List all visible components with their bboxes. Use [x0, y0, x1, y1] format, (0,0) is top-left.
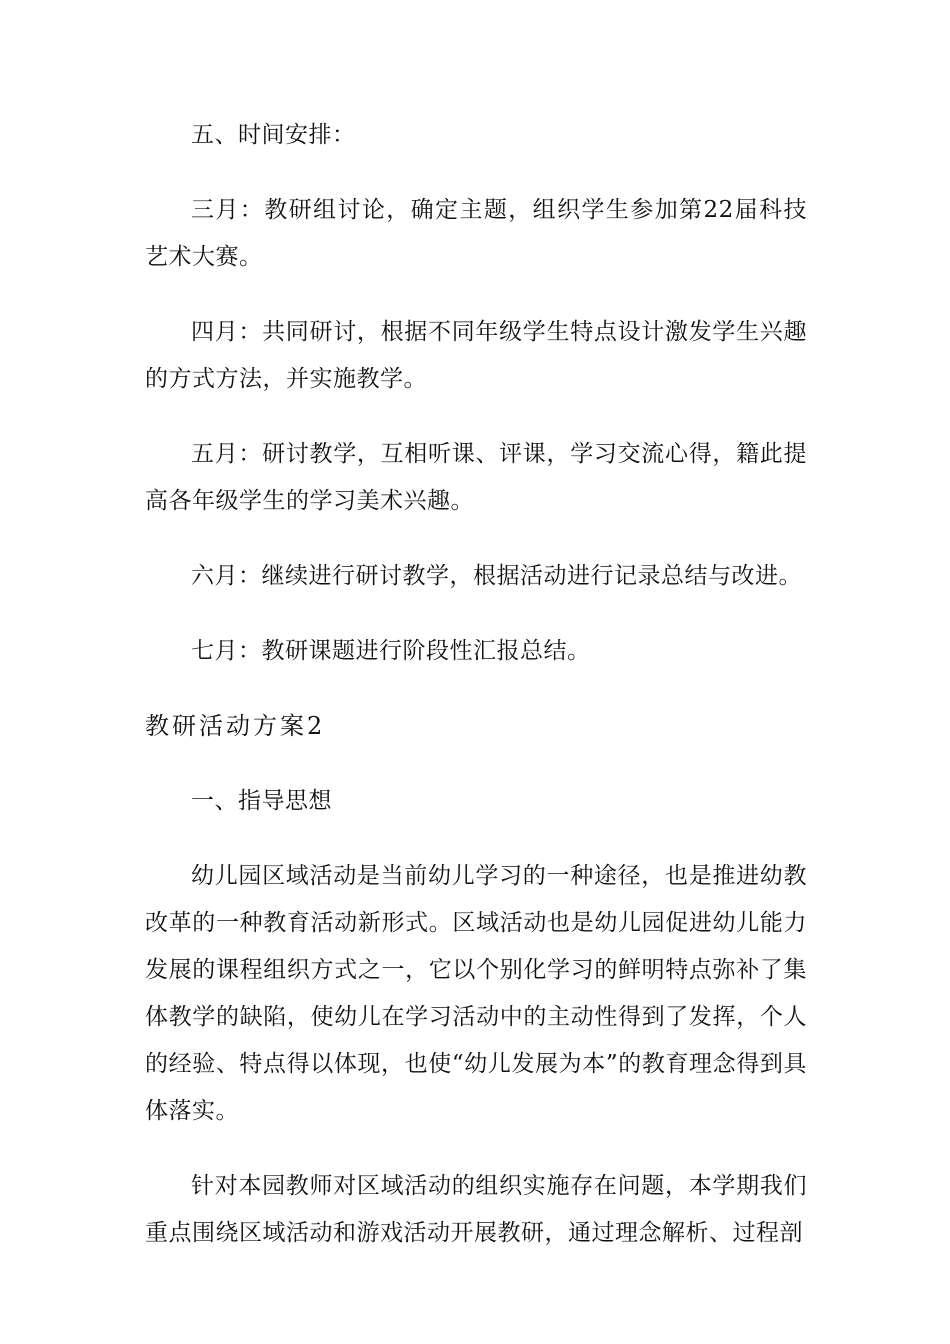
paragraph-guiding-2: 针对本园教师对区域活动的组织实施存在问题，本学期我们重点围绕区域活动和游戏活动开展教研，通过理念解析、过程剖 [145, 1173, 807, 1246]
section-title-time-arrangement: 五、时间安排： [191, 122, 356, 148]
paragraph-july: 七月：教研课题进行阶段性汇报总结。 [191, 638, 591, 664]
paragraph-march: 三月：教研组讨论，确定主题，组织学生参加第22届科技艺术大赛。 [145, 197, 807, 270]
section-title-guiding-ideology: 一、指导思想 [191, 788, 332, 814]
paragraph-june: 六月：继续进行研讨教学，根据活动进行记录总结与改进。 [191, 563, 802, 589]
paragraph-april: 四月：共同研讨，根据不同年级学生特点设计激发学生兴趣的方式方法，并实施教学。 [145, 319, 807, 392]
plan-2-heading: 教研活动方案2 [145, 712, 326, 740]
paragraph-guiding-1: 幼儿园区域活动是当前幼儿学习的一种途径，也是推进幼教改革的一种教育活动新形式。区域活动也是幼儿园促进幼儿能力发展的课程组织方式之一，它以个别化学习的鲜明特点弥补了集体教学的缺陷，使幼儿在学习活动中的主动性得到了发挥，个人的经验、特点得以体现，也使“幼儿发展为本”的教育理念得到具体落实。 [145, 863, 807, 1124]
document-page [145, 112, 807, 1285]
paragraph-may: 五月：研讨教学，互相听课、评课，学习交流心得，籍此提高各年级学生的学习美术兴趣。 [145, 441, 807, 514]
